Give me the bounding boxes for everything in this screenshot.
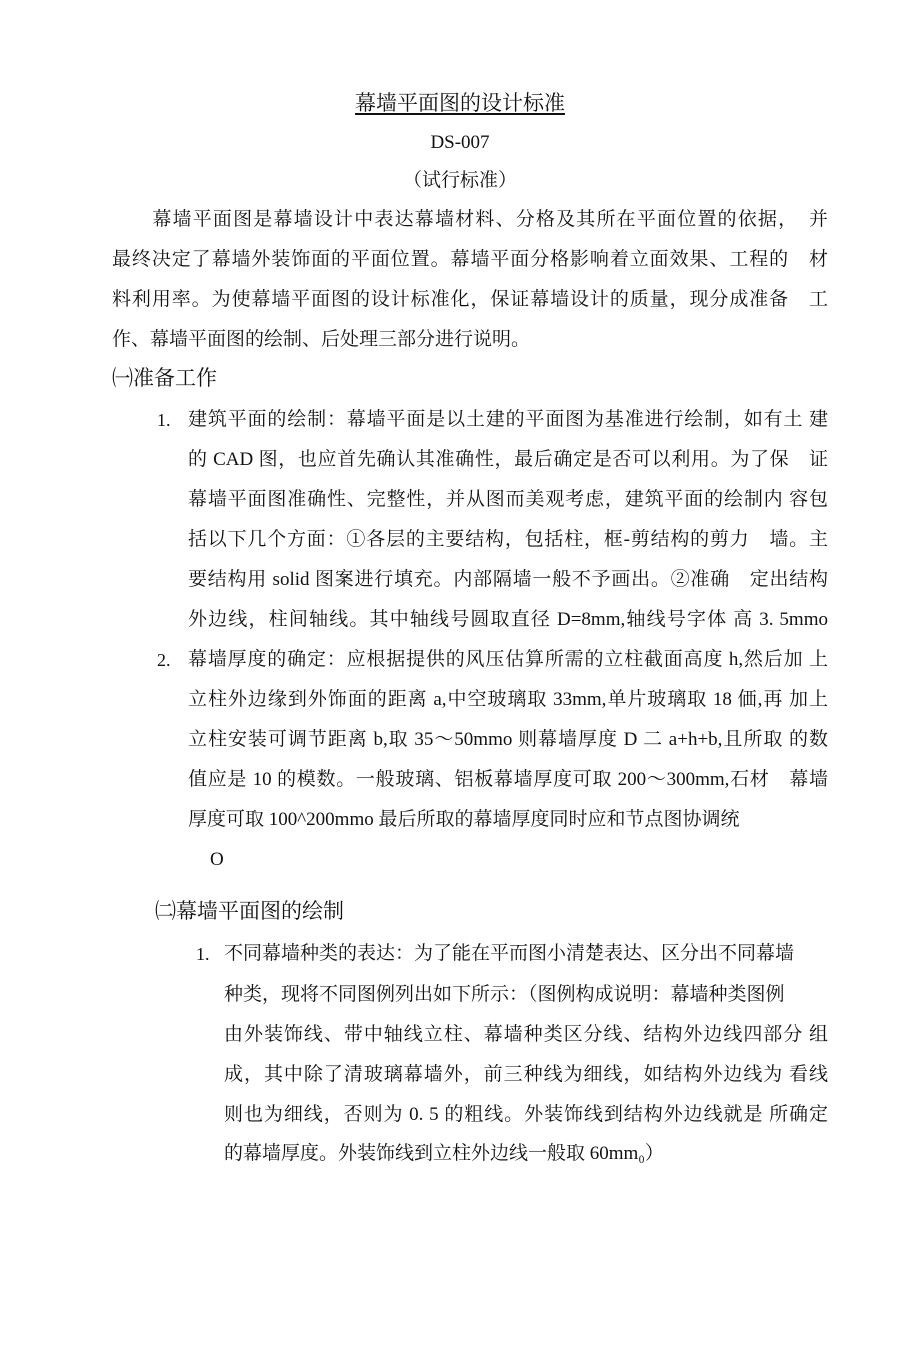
list-item-line: 要结构用 solid 图案进行填充。内部隔墙一般不予画出。②准确 定出结构 [188, 569, 828, 590]
list-item-line: 成，其中除了清玻璃幕墙外，前三种线为细线，如结构外边线为 看线 [224, 1064, 828, 1085]
section1-heading: ㈠准备工作 [112, 366, 217, 390]
section2-heading: ㈡幕墙平面图的绘制 [155, 899, 344, 923]
list-item-line: 种类，现将不同图例列出如下所示：（图例构成说明：幕墙种类图例 [224, 984, 785, 1005]
list-item-line: 立柱安装可调节距离 b,取 35～50mmo 则幕墙厚度 D 二 a+h+b,且所取 的数 [188, 729, 828, 750]
stray-char: O [210, 849, 224, 870]
list-number: 1. [196, 944, 210, 964]
document-subtitle: （试行标准） [402, 170, 517, 191]
list-item-line: 的 CAD 图，也应首先确认其准确性，最后确定是否可以利用。为了保 证 [188, 449, 828, 470]
list-item-line: 值应是 10 的模数。一般玻璃、铝板幕墙厚度可取 200～300mm,石材 幕墙 [188, 769, 828, 790]
list-item-line: 外边线，柱间轴线。其中轴线号圆取直径 D=8mm,轴线号字体 高 3. 5mmo [188, 609, 828, 630]
document-code: DS-007 [430, 132, 490, 153]
intro-line: 幕墙平面图是幕墙设计中表达幕墙材料、分格及其所在平面位置的依据， 并 [112, 209, 828, 230]
list-item-line: 则也为细线，否则为 0. 5 的粗线。外装饰线到结构外边线就是 所确定 [224, 1104, 828, 1125]
list-item-line: 幕墙厚度的确定：应根据提供的风压估算所需的立柱截面高度 h,然后加 上 [188, 649, 828, 670]
list-item-line: 括以下几个方面：①各层的主要结构，包括柱，框-剪结构的剪力 墙。主 [188, 529, 828, 550]
list-item-line: 建筑平面的绘制：幕墙平面是以土建的平面图为基准进行绘制，如有土 建 [188, 409, 828, 430]
list-item-line: 厚度可取 100^200mmo 最后所取的幕墙厚度同时应和节点图协调统 [188, 809, 740, 830]
document-title: 幕墙平面图的设计标准 [355, 91, 565, 115]
list-number: 1. [157, 410, 171, 430]
list-item-line: 不同幕墙种类的表达：为了能在平而图小清楚表达、区分出不同幕墙 [224, 943, 795, 964]
intro-line: 最终决定了幕墙外装饰面的平面位置。幕墙平面分格影响着立面效果、工程的 材 [112, 249, 828, 270]
list-item-line: 的幕墙厚度。外装饰线到立柱外边线一般取 60mm₀） [224, 1143, 664, 1164]
list-item-line: 幕墙平面图准确性、完整性，并从图而美观考虑，建筑平面的绘制内 容包 [188, 489, 828, 510]
list-item-line: 由外装饰线、带中轴线立柱、幕墙种类区分线、结构外边线四部分 组 [224, 1024, 828, 1045]
list-number: 2. [157, 650, 171, 670]
intro-line: 料利用率。为使幕墙平面图的设计标准化，保证幕墙设计的质量，现分成准备 工 [112, 289, 828, 310]
list-item-line: 立柱外边缘到外饰面的距离 a,中空玻璃取 33mm,单片玻璃取 18 価,再 加上 [188, 689, 828, 710]
intro-line: 作、幕墙平面图的绘制、后处理三部分进行说明。 [112, 329, 531, 350]
